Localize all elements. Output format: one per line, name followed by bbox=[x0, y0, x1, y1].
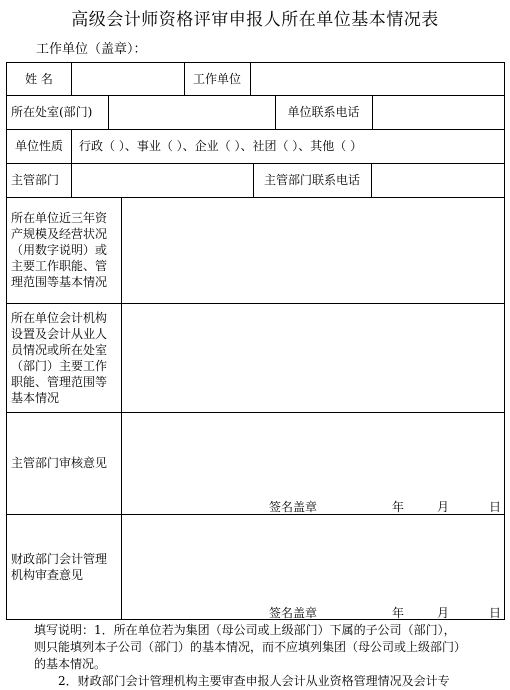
finance-opinion-label: 财政部门会计管理机构审查意见 bbox=[11, 551, 108, 582]
unit-phone-field[interactable] bbox=[372, 95, 504, 129]
note-line: 的基本情况。 bbox=[34, 657, 107, 671]
supervisor-day-label: 日 bbox=[489, 500, 502, 514]
note-line: 填写说明：1．所在单位若为集团（母公司或上级部门）下属的子公司（部门）， bbox=[34, 623, 456, 637]
supervisor-phone-field[interactable] bbox=[371, 163, 504, 197]
accounting-org-field[interactable] bbox=[121, 303, 504, 412]
supervisor-year-label: 年 bbox=[392, 500, 405, 514]
note-line: 则只能填列本子公司（部门）的基本情况，而不应填列集团（母公司或上级部门） bbox=[34, 640, 467, 654]
unit-nature-options[interactable]: 行政（ ）、事业（ ）、企业（ ）、社团（ ）、其他（ ） bbox=[79, 139, 363, 153]
finance-sign-label: 签名盖章 bbox=[269, 606, 318, 620]
supervisor-sign-label: 签名盖章 bbox=[269, 500, 318, 514]
info-form-table bbox=[6, 62, 505, 620]
form-title: 高级会计师资格评审申报人所在单位基本情况表 bbox=[71, 10, 439, 30]
work-unit-label: 工作单位 bbox=[192, 72, 241, 86]
supervisor-month-label: 月 bbox=[437, 500, 450, 514]
office-label: 所在处室(部门) bbox=[11, 105, 93, 119]
supervisor-field[interactable] bbox=[71, 163, 253, 197]
supervisor-phone-label: 主管部门联系电话 bbox=[263, 173, 360, 187]
accounting-org-label: 所在单位会计机构设置及会计从业人员情况或所在处室（部门）主要工作职能、管理范围等基本情况 bbox=[11, 310, 108, 405]
unit-assets-label: 所在单位近三年资产规模及经营状况（用数字说明）或主要工作职能、管理范围等基本情况 bbox=[11, 211, 108, 289]
name-field[interactable] bbox=[71, 63, 184, 95]
work-unit-field[interactable] bbox=[250, 63, 504, 95]
unit-nature-label: 单位性质 bbox=[14, 139, 63, 153]
finance-month-label: 月 bbox=[437, 606, 450, 620]
office-field[interactable] bbox=[108, 95, 275, 129]
finance-year-label: 年 bbox=[392, 606, 405, 620]
supervisor-opinion-label: 主管部门审核意见 bbox=[11, 456, 108, 470]
supervisor-label: 主管部门 bbox=[11, 173, 60, 187]
work-unit-stamp-label: 工作单位（盖章）： bbox=[36, 42, 147, 57]
filling-notes bbox=[34, 622, 490, 690]
finance-day-label: 日 bbox=[489, 606, 502, 620]
note-line: 2．财政部门会计管理机构主要审查申报人会计从业资格管理情况及会计专 bbox=[58, 674, 450, 688]
name-label: 姓 名 bbox=[25, 72, 53, 86]
unit-phone-label: 单位联系电话 bbox=[287, 105, 360, 119]
unit-assets-field[interactable] bbox=[121, 197, 504, 303]
